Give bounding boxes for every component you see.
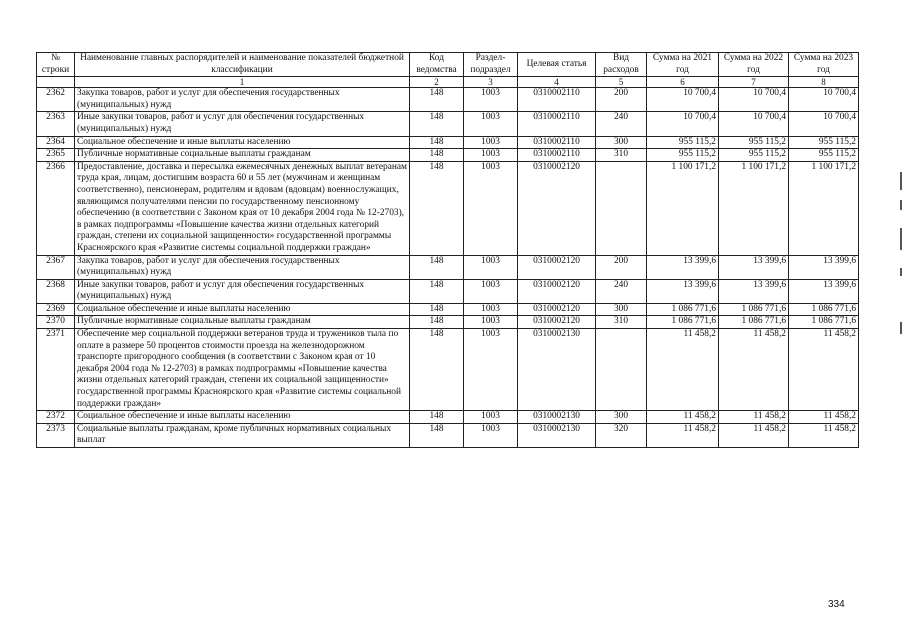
scan-edge-mark bbox=[900, 200, 902, 210]
target-cell: 0310002120 bbox=[518, 161, 596, 255]
budget-table bbox=[36, 52, 859, 448]
column-number: 8 bbox=[789, 77, 859, 88]
sum-2022-cell: 11 458,2 bbox=[719, 329, 789, 411]
target-cell: 0310002120 bbox=[518, 303, 596, 316]
column-number: 5 bbox=[596, 77, 647, 88]
target-cell: 0310002110 bbox=[518, 136, 596, 149]
header-section: Раздел- подраздел bbox=[464, 53, 518, 77]
dept-code-cell: 148 bbox=[410, 136, 464, 149]
expense-type-cell: 310 bbox=[596, 149, 647, 162]
dept-code-cell: 148 bbox=[410, 255, 464, 279]
expense-type-cell bbox=[596, 329, 647, 411]
expense-type-cell: 310 bbox=[596, 316, 647, 329]
sum-2022-cell: 13 399,6 bbox=[719, 255, 789, 279]
target-cell: 0310002130 bbox=[518, 329, 596, 411]
section-cell: 1003 bbox=[464, 411, 518, 424]
table-row bbox=[37, 316, 859, 329]
sum-2023-cell: 1 086 771,6 bbox=[789, 316, 859, 329]
row-number-cell: 2362 bbox=[37, 88, 75, 112]
table-row bbox=[37, 329, 859, 411]
dept-code-cell: 148 bbox=[410, 88, 464, 112]
section-cell: 1003 bbox=[464, 279, 518, 303]
section-cell: 1003 bbox=[464, 329, 518, 411]
column-number: 6 bbox=[647, 77, 719, 88]
sum-2023-cell: 10 700,4 bbox=[789, 112, 859, 136]
table-row bbox=[37, 88, 859, 112]
scan-edge-mark bbox=[900, 172, 902, 190]
sum-2023-cell: 10 700,4 bbox=[789, 88, 859, 112]
section-cell: 1003 bbox=[464, 136, 518, 149]
row-name-cell: Социальное обеспечение и иные выплаты населению bbox=[75, 303, 410, 316]
section-cell: 1003 bbox=[464, 423, 518, 447]
sum-2021-cell: 1 086 771,6 bbox=[647, 303, 719, 316]
sum-2022-cell: 13 399,6 bbox=[719, 279, 789, 303]
sum-2022-cell: 11 458,2 bbox=[719, 411, 789, 424]
row-name-cell: Социальное обеспечение и иные выплаты населению bbox=[75, 136, 410, 149]
table-row bbox=[37, 149, 859, 162]
section-cell: 1003 bbox=[464, 255, 518, 279]
sum-2023-cell: 1 086 771,6 bbox=[789, 303, 859, 316]
expense-type-cell: 300 bbox=[596, 303, 647, 316]
row-name-cell: Предоставление, доставка и пересылка ежемесячных денежных выплат ветеранам труда края, лицам, достигшим возраста 60 и 55 лет (мужчинам и женщинам соответственно), пенсионерам, родителям и вдовам (вдовцам) военнослужащих, являющимся получателями пенсии по государственному пенсионному обеспечению (в соответствии с Законом края от 10 декабря 2004 года № 12-2703), в рамках подпрограммы «Повышение качества жизни отдельных категорий граждан, степени их социальной защищенности» государственной программы Красноярского края «Развитие системы социальной поддержки граждан» bbox=[75, 161, 410, 255]
row-number-cell: 2369 bbox=[37, 303, 75, 316]
sum-2022-cell: 955 115,2 bbox=[719, 149, 789, 162]
row-number-cell: 2366 bbox=[37, 161, 75, 255]
row-name-cell: Публичные нормативные социальные выплаты гражданам bbox=[75, 149, 410, 162]
page-number: 334 bbox=[828, 599, 845, 610]
row-number-cell: 2373 bbox=[37, 423, 75, 447]
section-cell: 1003 bbox=[464, 88, 518, 112]
header-row-no: № строки bbox=[37, 53, 75, 77]
row-name-cell: Закупка товаров, работ и услуг для обеспечения государственных (муниципальных) нужд bbox=[75, 88, 410, 112]
section-cell: 1003 bbox=[464, 303, 518, 316]
target-cell: 0310002130 bbox=[518, 423, 596, 447]
row-number-cell: 2364 bbox=[37, 136, 75, 149]
column-number: 1 bbox=[75, 77, 410, 88]
table-header-row bbox=[37, 53, 859, 77]
header-name: Наименование главных распорядителей и наименование показателей бюджетной классификации bbox=[75, 53, 410, 77]
target-cell: 0310002120 bbox=[518, 255, 596, 279]
sum-2021-cell: 955 115,2 bbox=[647, 149, 719, 162]
column-number: 7 bbox=[719, 77, 789, 88]
dept-code-cell: 148 bbox=[410, 149, 464, 162]
sum-2021-cell: 13 399,6 bbox=[647, 279, 719, 303]
target-cell: 0310002120 bbox=[518, 279, 596, 303]
sum-2021-cell: 1 100 171,2 bbox=[647, 161, 719, 255]
expense-type-cell: 320 bbox=[596, 423, 647, 447]
expense-type-cell: 240 bbox=[596, 112, 647, 136]
sum-2021-cell: 10 700,4 bbox=[647, 112, 719, 136]
dept-code-cell: 148 bbox=[410, 112, 464, 136]
sum-2023-cell: 13 399,6 bbox=[789, 279, 859, 303]
header-target: Целевая статья bbox=[518, 53, 596, 77]
expense-type-cell: 300 bbox=[596, 136, 647, 149]
sum-2021-cell: 1 086 771,6 bbox=[647, 316, 719, 329]
sum-2023-cell: 13 399,6 bbox=[789, 255, 859, 279]
expense-type-cell: 300 bbox=[596, 411, 647, 424]
target-cell: 0310002110 bbox=[518, 88, 596, 112]
column-number: 4 bbox=[518, 77, 596, 88]
row-number-cell: 2370 bbox=[37, 316, 75, 329]
row-name-cell: Социальное обеспечение и иные выплаты населению bbox=[75, 411, 410, 424]
target-cell: 0310002120 bbox=[518, 316, 596, 329]
dept-code-cell: 148 bbox=[410, 303, 464, 316]
target-cell: 0310002110 bbox=[518, 149, 596, 162]
dept-code-cell: 148 bbox=[410, 161, 464, 255]
table-row bbox=[37, 423, 859, 447]
header-sum-2022: Сумма на 2022 год bbox=[719, 53, 789, 77]
table-row bbox=[37, 112, 859, 136]
sum-2023-cell: 11 458,2 bbox=[789, 423, 859, 447]
row-number-cell: 2372 bbox=[37, 411, 75, 424]
target-cell: 0310002130 bbox=[518, 411, 596, 424]
sum-2021-cell: 955 115,2 bbox=[647, 136, 719, 149]
column-number: 3 bbox=[464, 77, 518, 88]
dept-code-cell: 148 bbox=[410, 316, 464, 329]
dept-code-cell: 148 bbox=[410, 423, 464, 447]
table-row bbox=[37, 303, 859, 316]
column-number bbox=[37, 77, 75, 88]
dept-code-cell: 148 bbox=[410, 411, 464, 424]
sum-2022-cell: 1 086 771,6 bbox=[719, 303, 789, 316]
header-expense-type: Вид расходов bbox=[596, 53, 647, 77]
section-cell: 1003 bbox=[464, 161, 518, 255]
sum-2023-cell: 1 100 171,2 bbox=[789, 161, 859, 255]
table-row bbox=[37, 136, 859, 149]
sum-2021-cell: 11 458,2 bbox=[647, 329, 719, 411]
row-name-cell: Иные закупки товаров, работ и услуг для обеспечения государственных (муниципальных) нужд bbox=[75, 112, 410, 136]
sum-2022-cell: 1 086 771,6 bbox=[719, 316, 789, 329]
expense-type-cell: 200 bbox=[596, 88, 647, 112]
section-cell: 1003 bbox=[464, 149, 518, 162]
expense-type-cell bbox=[596, 161, 647, 255]
target-cell: 0310002110 bbox=[518, 112, 596, 136]
section-cell: 1003 bbox=[464, 112, 518, 136]
row-number-cell: 2365 bbox=[37, 149, 75, 162]
header-sum-2021: Сумма на 2021 год bbox=[647, 53, 719, 77]
row-number-cell: 2367 bbox=[37, 255, 75, 279]
column-number-row bbox=[37, 77, 859, 88]
sum-2022-cell: 955 115,2 bbox=[719, 136, 789, 149]
sum-2022-cell: 10 700,4 bbox=[719, 112, 789, 136]
sum-2021-cell: 13 399,6 bbox=[647, 255, 719, 279]
sum-2022-cell: 1 100 171,2 bbox=[719, 161, 789, 255]
row-name-cell: Социальные выплаты гражданам, кроме публичных нормативных социальных выплат bbox=[75, 423, 410, 447]
row-number-cell: 2371 bbox=[37, 329, 75, 411]
row-name-cell: Иные закупки товаров, работ и услуг для обеспечения государственных (муниципальных) нужд bbox=[75, 279, 410, 303]
row-number-cell: 2363 bbox=[37, 112, 75, 136]
table-row bbox=[37, 279, 859, 303]
dept-code-cell: 148 bbox=[410, 279, 464, 303]
sum-2023-cell: 11 458,2 bbox=[789, 329, 859, 411]
sum-2023-cell: 11 458,2 bbox=[789, 411, 859, 424]
table-row bbox=[37, 255, 859, 279]
sum-2021-cell: 10 700,4 bbox=[647, 88, 719, 112]
sum-2023-cell: 955 115,2 bbox=[789, 136, 859, 149]
expense-type-cell: 240 bbox=[596, 279, 647, 303]
section-cell: 1003 bbox=[464, 316, 518, 329]
expense-type-cell: 200 bbox=[596, 255, 647, 279]
sum-2023-cell: 955 115,2 bbox=[789, 149, 859, 162]
table-row bbox=[37, 161, 859, 255]
sum-2021-cell: 11 458,2 bbox=[647, 411, 719, 424]
row-name-cell: Публичные нормативные социальные выплаты гражданам bbox=[75, 316, 410, 329]
dept-code-cell: 148 bbox=[410, 329, 464, 411]
sum-2022-cell: 10 700,4 bbox=[719, 88, 789, 112]
table-body bbox=[37, 88, 859, 448]
row-number-cell: 2368 bbox=[37, 279, 75, 303]
column-number: 2 bbox=[410, 77, 464, 88]
sum-2022-cell: 11 458,2 bbox=[719, 423, 789, 447]
scan-edge-mark bbox=[900, 322, 902, 334]
row-name-cell: Закупка товаров, работ и услуг для обеспечения государственных (муниципальных) нужд bbox=[75, 255, 410, 279]
header-sum-2023: Сумма на 2023 год bbox=[789, 53, 859, 77]
header-dept-code: Код ведомства bbox=[410, 53, 464, 77]
scan-edge-mark bbox=[900, 268, 902, 276]
scan-edge-mark bbox=[900, 228, 902, 250]
row-name-cell: Обеспечение мер социальной поддержки ветеранов труда и тружеников тыла по оплате в размере 50 процентов стоимости проезда на железнодорожном транспорте пригородного сообщения (в соответствии с Законом края от 10 декабря 2004 года № 12-2703) в рамках подпрограммы «Повышение качества жизни отдельных категорий граждан, степени их социальной защищенности» государственной программы Красноярского края «Развитие системы социальной поддержки граждан» bbox=[75, 329, 410, 411]
table-row bbox=[37, 411, 859, 424]
sum-2021-cell: 11 458,2 bbox=[647, 423, 719, 447]
